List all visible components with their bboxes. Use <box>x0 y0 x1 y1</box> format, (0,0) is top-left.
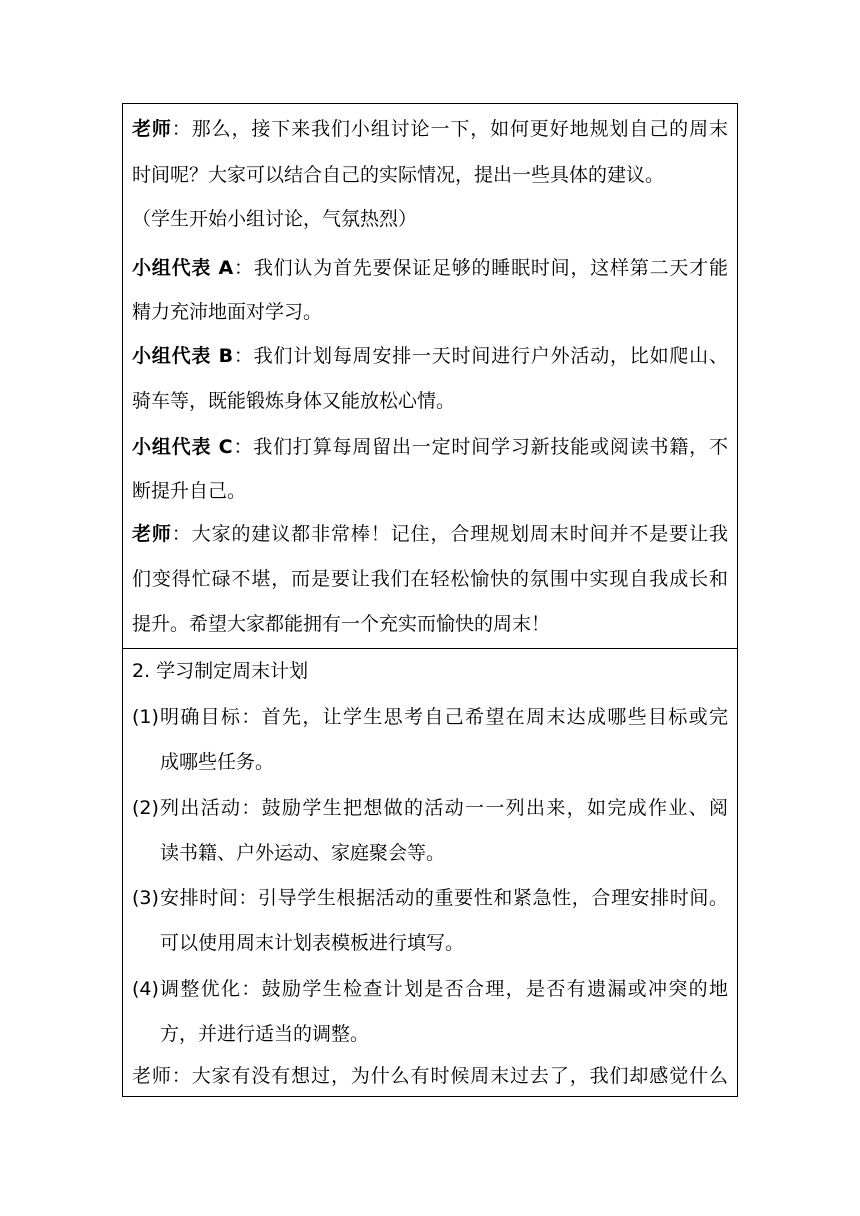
stage-direction: （学生开始小组讨论，气氛热烈） <box>132 208 418 230</box>
teacher-closing-line-2: 们变得忙碌不堪，而是要让我们在轻松愉快的氛围中实现自我成长和 <box>132 568 728 590</box>
planning-cell <box>123 649 737 1096</box>
group-b-line-1: 小组代表 B：我们计划每周安排一天时间进行户外活动，比如爬山、 <box>132 345 728 367</box>
item-number: (1) <box>132 706 159 728</box>
item-number: (2) <box>132 797 159 819</box>
speaker-label: 小组代表 A <box>132 257 234 279</box>
teacher-line-2: 时间呢？大家可以结合自己的实际情况，提出一些具体的建议。 <box>132 164 665 186</box>
teacher-question-line: 老师：大家有没有想过，为什么有时候周末过去了，我们却感觉什么 <box>132 1065 728 1087</box>
group-c-line-1: 小组代表 C：我们打算每周留出一定时间学习新技能或阅读书籍，不 <box>132 436 728 458</box>
item-line-1: 调整优化：鼓励学生检查计划是否合理，是否有遗漏或冲突的地 <box>160 978 728 1000</box>
teacher-closing-line-3: 提升。希望大家都能拥有一个充实而愉快的周末！ <box>132 613 551 635</box>
discussion-cell <box>123 104 737 649</box>
speaker-label: 小组代表 C <box>132 436 233 458</box>
item-line-1: 明确目标：首先，让学生思考自己希望在周末达成哪些目标或完 <box>160 706 728 728</box>
teacher-closing-line-1: 老师：大家的建议都非常棒！记住，合理规划周末时间并不是要让我 <box>132 523 728 545</box>
item-number: (3) <box>132 887 159 909</box>
item-line-2: 方，并进行适当的调整。 <box>160 1023 370 1045</box>
group-a-line-2: 精力充沛地面对学习。 <box>132 301 323 323</box>
speaker-label: 小组代表 B <box>132 345 234 367</box>
item-line-1: 列出活动：鼓励学生把想做的活动一一列出来，如完成作业、阅 <box>160 797 728 819</box>
lesson-table <box>122 103 738 1097</box>
item-number: (4) <box>132 978 159 1000</box>
speaker-label: 老师 <box>132 118 172 140</box>
item-line-2: 成哪些任务。 <box>160 751 275 773</box>
item-line-2: 可以使用周末计划表模板进行填写。 <box>160 932 465 954</box>
group-b-line-2: 骑车等，既能锻炼身体又能放松心情。 <box>132 390 456 412</box>
item-line-1: 安排时间：引导学生根据活动的重要性和紧急性，合理安排时间。 <box>160 887 728 909</box>
item-line-2: 读书籍、户外运动、家庭聚会等。 <box>160 842 446 864</box>
section-heading: 2. 学习制定周末计划 <box>132 660 309 682</box>
group-c-line-2: 断提升自己。 <box>132 480 247 502</box>
teacher-line-1: 老师：那么，接下来我们小组讨论一下，如何更好地规划自己的周末 <box>132 118 728 140</box>
group-a-line-1: 小组代表 A：我们认为首先要保证足够的睡眠时间，这样第二天才能 <box>132 257 728 279</box>
speaker-label: 老师 <box>132 523 172 545</box>
